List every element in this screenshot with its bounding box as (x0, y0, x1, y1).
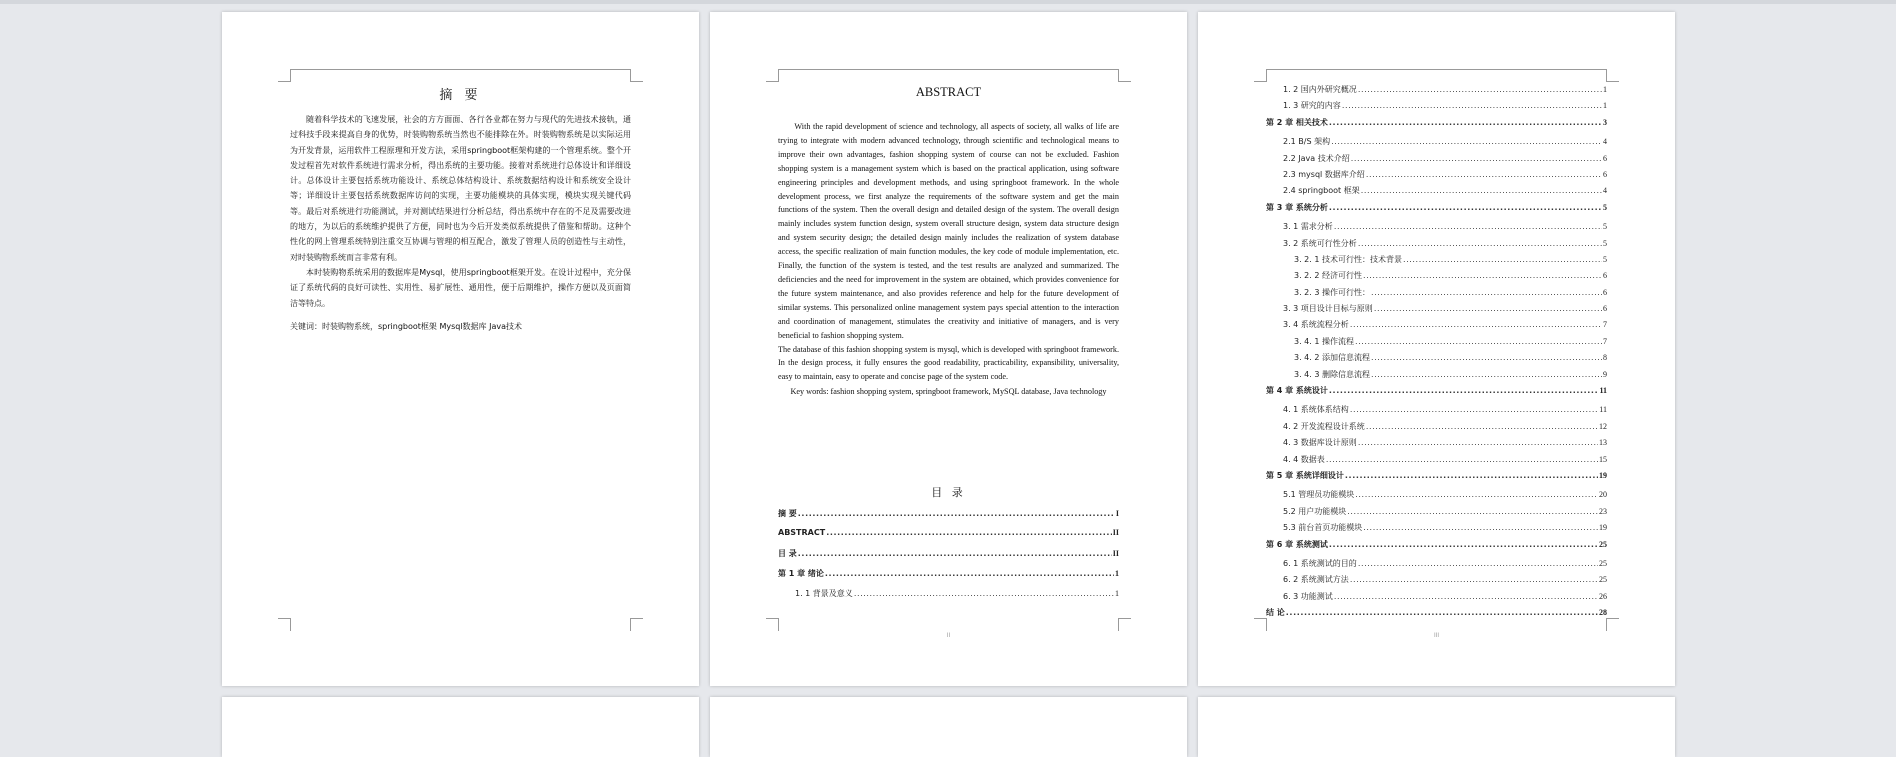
toc-list (778, 508, 1119, 605)
toc-entry-page: II (1112, 528, 1119, 537)
toc-entry-label: 5.1 管理员功能模块 (1283, 490, 1355, 500)
toc-entry-page: 7 (1603, 336, 1607, 346)
toc-entry[interactable] (1266, 287, 1607, 303)
toc-entry-page: 11 (1599, 386, 1607, 396)
toc-entry[interactable] (1266, 221, 1607, 237)
toc-entry-page: 8 (1603, 353, 1607, 363)
toc-entry-page: I (1115, 509, 1119, 518)
toc-entry-label: 5.3 前台首页功能模块 (1283, 523, 1363, 533)
toc-entry[interactable] (1266, 421, 1607, 437)
toc-entry[interactable] (1266, 404, 1607, 420)
toc-entry-page: 26 (1599, 591, 1607, 601)
abstract-cn-body (290, 112, 631, 334)
page-number: II (946, 633, 951, 639)
page-header-rule (1266, 69, 1607, 70)
document-page-abstract-cn (222, 12, 699, 686)
toc-leader-dots (1347, 507, 1598, 516)
document-page-abstract-en (710, 12, 1187, 686)
toc-leader-dots (826, 528, 1112, 537)
toc-entry[interactable] (778, 588, 1119, 605)
toc-leader-dots (1355, 490, 1598, 499)
toc-leader-dots (1403, 255, 1602, 264)
toc-entry-page: 20 (1599, 490, 1607, 500)
toc-entry-page: 7 (1603, 320, 1607, 330)
toc-entry[interactable] (1266, 539, 1607, 555)
toc-leader-dots (798, 509, 1115, 518)
toc-entry-page: 9 (1603, 369, 1607, 379)
toc-entry-page: 28 (1599, 608, 1607, 618)
toc-entry[interactable] (1266, 117, 1607, 133)
toc-entry-page: 15 (1599, 454, 1607, 464)
toc-entry[interactable] (1266, 369, 1607, 385)
toc-entry-label: 3. 1 需求分析 (1283, 222, 1333, 232)
toc-leader-dots (798, 549, 1112, 558)
toc-entry[interactable] (778, 508, 1119, 528)
toc-leader-dots (1358, 239, 1602, 248)
toc-leader-dots (1366, 422, 1598, 431)
toc-entry-page: 6 (1603, 271, 1607, 281)
toc-entry-label: 第 6 章 系统测试 (1266, 539, 1328, 549)
toc-entry-page: 13 (1599, 438, 1607, 448)
toc-entry-page: 19 (1599, 523, 1607, 533)
toc-entry-label: 6. 1 系统测试的目的 (1283, 558, 1357, 568)
toc-leader-dots (1351, 154, 1602, 163)
toc-entry-page: 23 (1599, 506, 1607, 516)
toc-entry-page: 5 (1603, 254, 1607, 264)
toc-entry-label: 第 4 章 系统设计 (1266, 386, 1328, 396)
toc-entry-page: 5 (1603, 202, 1607, 212)
toc-entry[interactable] (1266, 558, 1607, 574)
toc-entry-label: 6. 2 系统测试方法 (1283, 575, 1349, 585)
toc-leader-dots (1363, 271, 1602, 280)
toc-entry-page: 4 (1603, 137, 1607, 147)
toc-entry[interactable] (1266, 303, 1607, 319)
toc-entry[interactable] (1266, 352, 1607, 368)
toc-entry[interactable] (1266, 100, 1607, 116)
toc-entry-label: 4. 4 数据表 (1283, 454, 1325, 464)
toc-entry-page: 11 (1599, 405, 1607, 415)
document-page-toc (1198, 12, 1675, 686)
toc-entry-page: 5 (1603, 238, 1607, 248)
corner-mark (278, 69, 291, 82)
toc-leader-dots (1366, 170, 1602, 179)
toc-entry-label: 4. 3 数据库设计原则 (1283, 438, 1357, 448)
toc-leader-dots (1350, 405, 1598, 414)
abstract-cn-paragraph-2: 本时装购物系统采用的数据库是Mysql，使用springboot框架开发。在设计过程中，充分保证了系统代码的良好可读性、实用性、易扩展性、通用性，便于后期维护，操作方便以及页面简洁等特点。 (290, 267, 631, 308)
toc-entry[interactable] (1266, 84, 1607, 100)
corner-mark (1254, 69, 1267, 82)
corner-mark (1118, 618, 1131, 631)
toc-entry-label: 3. 2. 1 技术可行性：技术背景 (1294, 254, 1402, 264)
abstract-en-keywords: Key words: fashion shopping system, springboot framework, MySQL database, Java technology (790, 387, 1107, 397)
toc-leader-dots (1374, 304, 1602, 313)
toc-leader-dots (1355, 337, 1602, 346)
toc-entry-label: 2.3 mysql 数据库介绍 (1283, 169, 1365, 179)
toc-leader-dots (1358, 438, 1598, 447)
toc-leader-dots (1326, 455, 1598, 464)
toc-entry-label: 目 录 (778, 549, 797, 558)
toc-entry-label: 第 5 章 系统详细设计 (1266, 470, 1344, 480)
toc-entry-label: 3. 3 项目设计目标与原则 (1283, 304, 1373, 314)
toc-entry[interactable] (1266, 238, 1607, 254)
toc-entry-page: 19 (1599, 470, 1607, 480)
toc-entry-label: 6. 3 功能测试 (1283, 591, 1333, 601)
document-page-next-2 (710, 697, 1187, 757)
toc-leader-dots (1329, 540, 1598, 549)
toc-entry-label: 2.4 springboot 框架 (1283, 186, 1360, 196)
toc-entry-page: 12 (1599, 421, 1607, 431)
toc-entry-page: 25 (1599, 539, 1607, 549)
toc-entry[interactable] (1266, 169, 1607, 185)
corner-mark (766, 618, 779, 631)
abstract-cn-paragraph-1: 随着科学技术的飞速发展，社会的方方面面、各行各业都在努力与现代的先进技术接轨，通过科技手段来提高自身的优势，时装购物系统当然也不能排除在外。时装购物系统是以实际运用为开发背景，运用软件工程原理和开发方法，采用springboot框架构建的一个管理系统。整个开发过程首先对软件系统进行需求分析，得出系统的主要功能。接着对系统进行总体设计和详细设计。总体设计主要包括系统功能设计、系统总体结构设计、系统数据结构设计和系统安全设计等；详细设计主要包括系统数据库访问的实现，主要功能模块的具体实现，模块实现关键代码等。最后对系统进行功能测试，并对测试结果进行分析总结，得出系统中存在的不足及需要改进的地方，为以后的系统维护提供了方便，同时也为今后开发类似系统提供了借鉴和帮助。这种个性化的网上管理系统特别注重交互协调与管理的相互配合，激发了管理人员的创造性与主动性，对时装购物系统而言非常有利。 (290, 115, 631, 262)
toc-entry-page: 6 (1603, 169, 1607, 179)
toc-entry-page: 1 (1115, 589, 1119, 598)
toc-entry-label: 3. 4 系统流程分析 (1283, 320, 1349, 330)
toc-entry-page: 6 (1603, 287, 1607, 297)
toc-entry-label: 第 1 章 绪论 (778, 569, 824, 578)
abstract-en-paragraph-2: The database of this fashion shopping system is mysql, which is developed with springboot framework. In the design process, it fully ensures the good readability, practicability, expansibility, universality, easy to maintain, easy to operate and concise page of the system code. (778, 344, 1119, 382)
toc-entry-page: 1 (1115, 569, 1119, 578)
toc-entry-label: 2.1 B/S 架构 (1283, 137, 1331, 147)
toc-entry[interactable] (778, 548, 1119, 568)
toc-leader-dots (1363, 523, 1598, 532)
toc-entry-label: 3. 4. 1 操作流程 (1294, 336, 1354, 346)
toc-entry[interactable] (1266, 202, 1607, 218)
toc-entry[interactable] (1266, 506, 1607, 522)
corner-mark (1606, 69, 1619, 82)
toc-leader-dots (1345, 471, 1598, 480)
toc-entry[interactable] (1266, 136, 1607, 152)
toc-entry-label: 3. 2. 2 经济可行性 (1294, 271, 1362, 281)
toc-leader-dots (1358, 85, 1602, 94)
page-number: III (1433, 633, 1439, 639)
toc-entry-label: 3. 4. 2 添加信息流程 (1294, 353, 1370, 363)
toc-entry-label: 1. 2 国内外研究概况 (1283, 85, 1357, 94)
corner-mark (1606, 618, 1619, 631)
toc-entry-label: 3. 2. 3 操作可行性： (1294, 287, 1370, 297)
toc-leader-dots (1286, 608, 1598, 617)
toc-entry-label: 3. 4. 3 删除信息流程 (1294, 369, 1370, 379)
toc-entry[interactable] (1266, 254, 1607, 270)
toc-entry[interactable] (1266, 437, 1607, 453)
document-page-next-3 (1198, 697, 1675, 757)
toc-entry-page: 1 (1603, 101, 1607, 111)
toc-entry-label: 4. 1 系统体系结构 (1283, 405, 1349, 415)
toc-leader-dots (854, 589, 1114, 598)
toc-leader-dots (1329, 203, 1602, 212)
toc-leader-dots (1361, 186, 1602, 195)
toc-leader-dots (1371, 370, 1602, 379)
toc-entry[interactable] (1266, 385, 1607, 401)
corner-mark (278, 618, 291, 631)
toc-entry-page: 1 (1603, 85, 1607, 94)
toc-entry[interactable] (1266, 607, 1607, 623)
toc-entry[interactable] (778, 568, 1119, 588)
toc-leader-dots (825, 569, 1114, 578)
toc-leader-dots (1342, 101, 1602, 110)
corner-mark (1118, 69, 1131, 82)
page-header-rule (778, 69, 1119, 70)
corner-mark (766, 69, 779, 82)
toc-entry[interactable] (1266, 185, 1607, 201)
toc-entry[interactable] (1266, 522, 1607, 538)
abstract-en-title: ABSTRACT (915, 85, 982, 99)
toc-list-continued (1266, 84, 1607, 624)
toc-entry-page: II (1112, 549, 1119, 558)
toc-entry-label: 摘 要 (778, 509, 797, 518)
toc-entry[interactable] (1266, 489, 1607, 505)
toc-entry-label: 2.2 Java 技术介绍 (1283, 153, 1350, 163)
toc-entry-label: 1. 1 背景及意义 (795, 589, 853, 598)
toc-entry-label: 第 2 章 相关技术 (1266, 117, 1328, 127)
toc-entry[interactable] (1266, 591, 1607, 607)
toc-leader-dots (1334, 222, 1602, 231)
toc-entry-page: 3 (1603, 117, 1607, 127)
toc-entry-page: 6 (1603, 153, 1607, 163)
toc-entry[interactable] (1266, 336, 1607, 352)
abstract-cn-keywords: 关键词：时装购物系统，springboot框架 Mysql数据库 Java技术 (290, 321, 522, 331)
toc-entry[interactable] (1266, 270, 1607, 286)
toc-entry[interactable] (1266, 454, 1607, 470)
toc-entry[interactable] (778, 528, 1119, 548)
toc-entry-page: 25 (1599, 558, 1607, 568)
toc-leader-dots (1329, 386, 1599, 395)
toc-entry-label: 4. 2 开发流程设计系统 (1283, 421, 1365, 431)
toc-title: 目 录 (931, 486, 966, 499)
toc-entry-label: 3. 2 系统可行性分析 (1283, 238, 1357, 248)
corner-mark (630, 69, 643, 82)
toc-entry-label: ABSTRACT (778, 528, 826, 537)
toc-entry[interactable] (1266, 574, 1607, 590)
toc-entry-page: 5 (1603, 222, 1607, 232)
toc-leader-dots (1358, 559, 1598, 568)
toc-entry-page: 6 (1603, 304, 1607, 314)
abstract-cn-title: 摘 要 (439, 88, 482, 103)
toc-entry[interactable] (1266, 470, 1607, 486)
toc-entry-label: 1. 3 研究的内容 (1283, 101, 1341, 111)
viewer-top-strip (0, 0, 1896, 4)
page-header-rule (290, 69, 631, 70)
toc-entry[interactable] (1266, 319, 1607, 335)
toc-entry-label: 第 3 章 系统分析 (1266, 202, 1328, 212)
toc-entry-label: 5.2 用户功能模块 (1283, 506, 1347, 516)
toc-leader-dots (1350, 320, 1602, 329)
toc-leader-dots (1371, 288, 1602, 297)
toc-entry-page: 25 (1599, 575, 1607, 585)
abstract-en-body (778, 120, 1119, 399)
toc-leader-dots (1334, 592, 1598, 601)
abstract-en-paragraph-1: With the rapid development of science and technology, all aspects of society, all walks of life are trying to integrate with modern advanced technology, through scientific and technological means to improve their own advantages, fashion shopping system of course can not be excluded. Fashion shopping system is a management system which is based on the practical application, using software engineering principles and development methods, and using springboot framework. In the whole development process, we first analyze the requirements of the software system and get the main functions of the system. Then the overall design and detailed design of the system. The overall design mainly includes system function design, system overall structure design, system data structure design and system security design; the detailed design mainly includes the realization of system database access, the specific realization of main function modules, the key code of module implementation, etc. Finally, the function of the system is tested, and the test results are analyzed and summarized. The deficiencies and the need for improvement in the system are obtained, which provides convenience for the future system maintenance, and also provides reference and help for the future development of similar systems. This personalized online management system pays special attention to the interaction and coordination of management, stimulates the creativity and initiative of managers, and is very beneficial to fashion shopping system. (778, 122, 1119, 340)
toc-leader-dots (1350, 575, 1598, 584)
toc-entry[interactable] (1266, 153, 1607, 169)
toc-entry-page: 4 (1603, 186, 1607, 196)
toc-leader-dots (1329, 118, 1602, 127)
toc-leader-dots (1331, 137, 1602, 146)
document-page-next-1 (222, 697, 699, 757)
toc-entry-label: 结 论 (1266, 608, 1285, 618)
toc-leader-dots (1371, 353, 1602, 362)
corner-mark (630, 618, 643, 631)
